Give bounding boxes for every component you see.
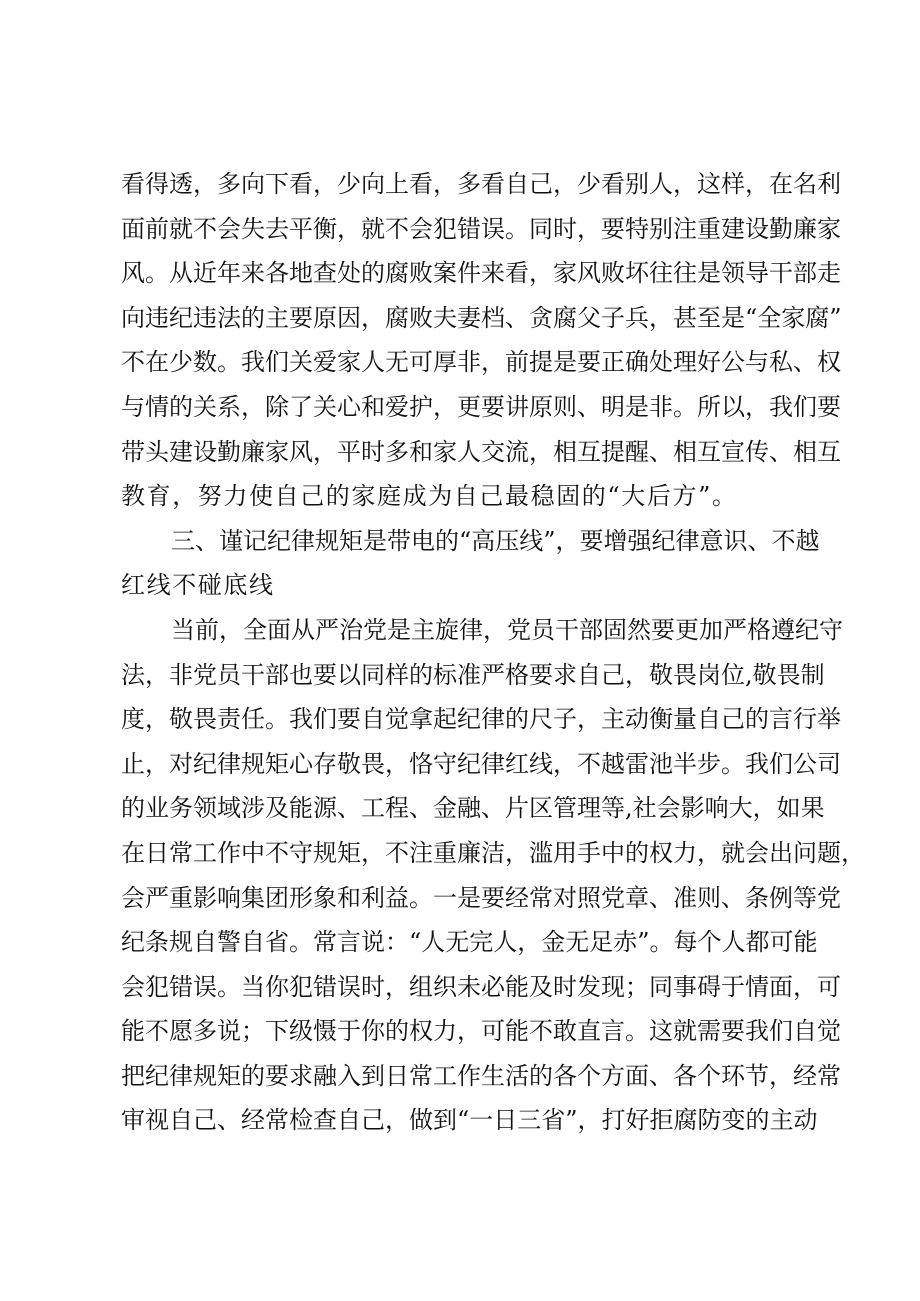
text-line: 在日常工作中不守规矩，不注重廉洁，滥用手中的权力，就会出问题， [121,838,865,867]
text-line: 与情的关系，除了关心和爱护，更要讲原则、明是非。所以，我们要 [121,392,841,421]
text-line: 纪条规自警自省。常言说：“人无完人，金无足赤”。每个人都可能 [121,928,818,957]
text-line: 看得透，多向下看，少向上看，多看自己，少看别人，这样，在名利 [121,170,841,198]
text-line: 止，对纪律规矩心存敬畏，恪守纪律红线，不越雷池半步。我们公司 [121,749,841,778]
heading-line: 红线不碰底线 [121,571,275,600]
text-line: 当前，全面从严治党是主旋律，党员干部固然要更加严格遵纪守 [171,615,843,644]
text-line: 会严重影响集团形象和利益。一是要经常对照党章、准则、条例等党 [121,883,841,912]
heading-line: 三、谨记纪律规矩是带电的“高压线”，要增强纪律意识、不越 [171,526,820,555]
text-line: 风。从近年来各地查处的腐败案件来看，家风败坏往往是领导干部走 [121,259,841,288]
text-line: 能不愿多说；下级慑于你的权力，可能不敢直言。这就需要我们自觉 [121,1017,841,1046]
text-line: 会犯错误。当你犯错误时，组织未必能及时发现；同事碍于情面，可 [121,972,841,1001]
text-line: 向违纪违法的主要原因，腐败夫妻档、贪腐父子兵，甚至是“全家腐” [121,303,842,332]
text-line: 教育，努力使自己的家庭成为自己最稳固的“大后方”。 [121,482,738,511]
document-body [121,162,865,1143]
text-line: 带头建设勤廉家风，平时多和家人交流，相互提醒、相互宣传、相互 [121,437,841,466]
paragraph-discipline [121,608,865,1143]
text-line: 面前就不会失去平衡，就不会犯错误。同时，要特别注重建设勤廉家 [121,214,841,243]
text-line: 法，非党员干部也要以同样的标准严格要求自己，敬畏岗位,敬畏制 [121,660,825,689]
text-line: 的业务领域涉及能源、工程、金融、片区管理等,社会影响大，如果 [121,794,825,823]
section-heading [121,519,820,608]
text-line: 把纪律规矩的要求融入到日常工作生活的各个方面、各个环节，经常 [121,1061,841,1090]
paragraph-family-style [121,162,842,519]
text-line: 审视自己、经常检查自己，做到“一日三省”，打好拒腐防变的主动 [121,1106,818,1135]
text-line: 度，敬畏责任。我们要自觉拿起纪律的尺子，主动衡量自己的言行举 [121,705,841,734]
text-line: 不在少数。我们关爱家人无可厚非，前提是要正确处理好公与私、权 [121,348,841,377]
